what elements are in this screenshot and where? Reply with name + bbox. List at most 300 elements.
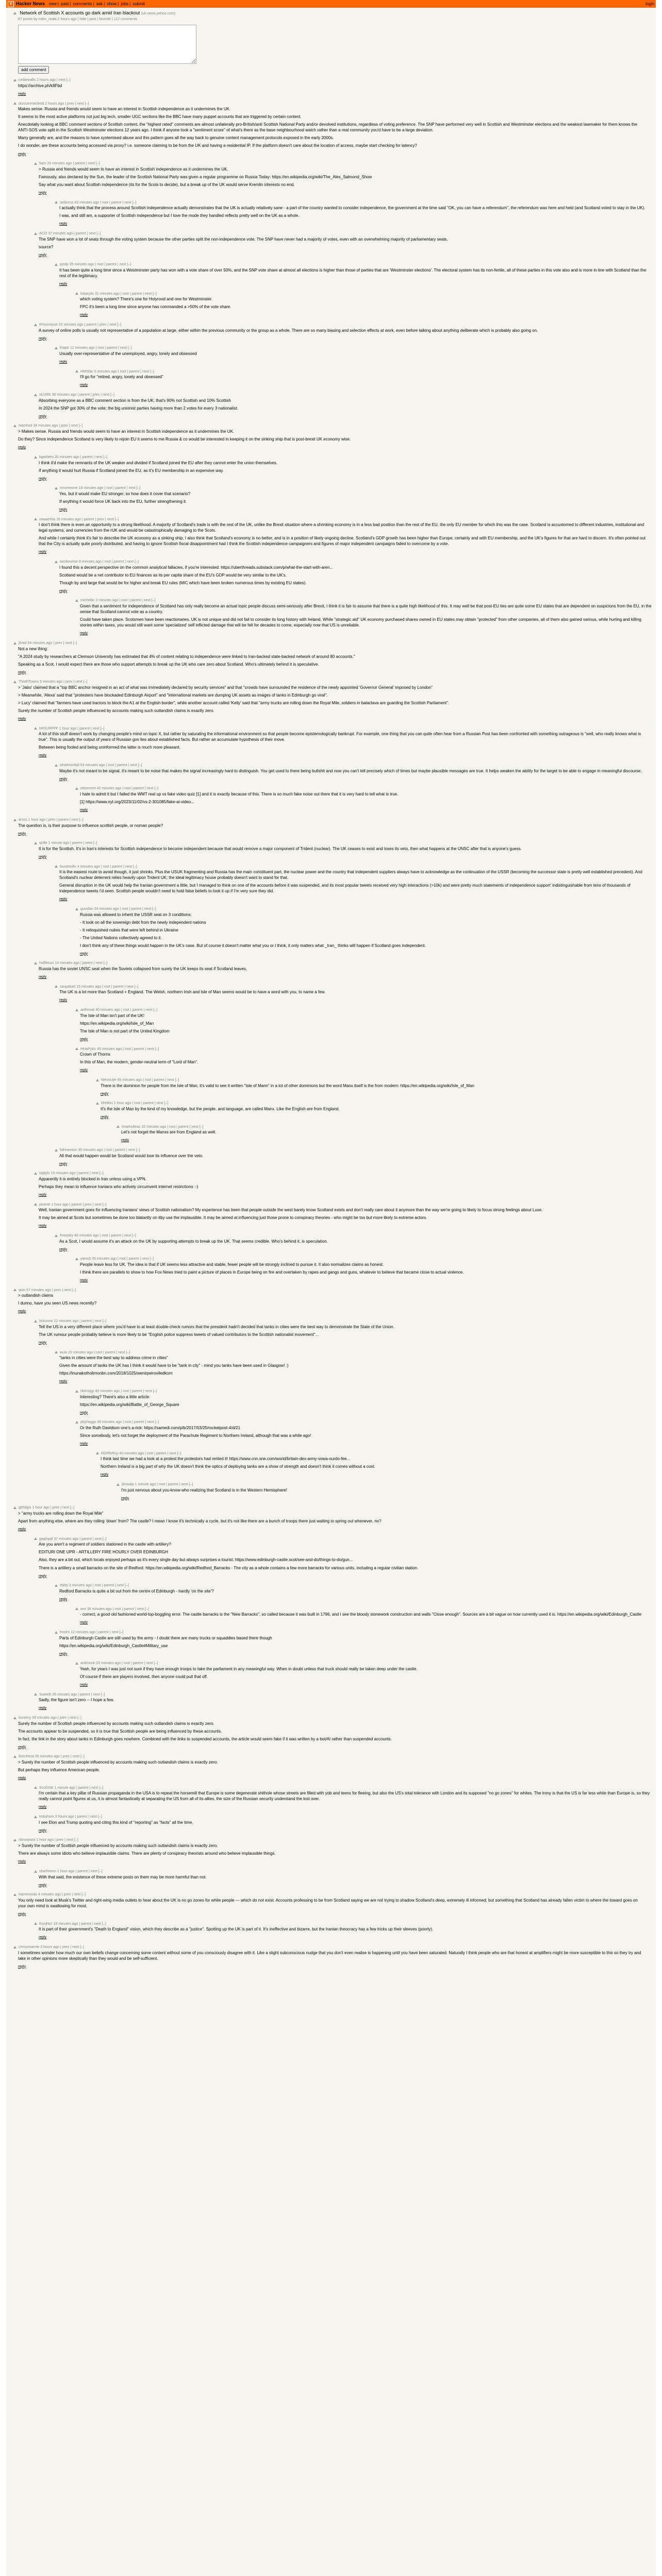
upvote-icon[interactable] bbox=[34, 162, 37, 165]
comment bbox=[34, 1319, 652, 1345]
reply-link[interactable]: reply bbox=[18, 92, 26, 96]
comment-paragraph: Are you aren't a regiment of soldiers stationed in the castle with artillery? bbox=[39, 1542, 171, 1547]
comment-meta[interactable]: oqdyln 15 minutes ago | parent | next [–] bbox=[39, 1172, 104, 1176]
comment bbox=[34, 1869, 652, 1888]
reply-link[interactable]: reply bbox=[59, 282, 68, 286]
comment-textarea[interactable] bbox=[18, 25, 196, 64]
story-title[interactable]: Network of Scottish X accounts go dark amid Iran blackout bbox=[20, 10, 140, 15]
comment-meta[interactable]: fwhisenton 35 minutes ago | root | parent | next [–] bbox=[60, 1148, 140, 1152]
reply-link[interactable]: reply bbox=[80, 313, 88, 317]
comment-text bbox=[39, 846, 652, 852]
upvote-icon[interactable] bbox=[55, 764, 58, 767]
comment-text bbox=[80, 1013, 652, 1034]
comment-meta[interactable]: Eunjhtcr 16 minutes ago | parent | next [–] bbox=[39, 1922, 106, 1926]
upvote-icon[interactable] bbox=[96, 1079, 99, 1081]
comment-paragraph: With that said, the existence of these extreme posts on them may be more harmful than not. bbox=[39, 1874, 207, 1879]
comment-text bbox=[18, 1511, 642, 1524]
reply-link[interactable]: reply bbox=[18, 1528, 26, 1532]
comment-paragraph: Between being fooled and being uninformed the latter is much more pleasant. bbox=[39, 745, 180, 750]
comment-header bbox=[75, 907, 652, 912]
comment-meta[interactable]: lokaryds 31 minutes ago | root | parent | next [–] bbox=[80, 292, 157, 296]
nav-submit[interactable]: submit bbox=[133, 1, 145, 6]
reply-link[interactable]: reply bbox=[39, 191, 47, 195]
reply-link[interactable]: reply bbox=[80, 1621, 88, 1625]
upvote-icon[interactable] bbox=[34, 1870, 37, 1873]
header-bar bbox=[6, 0, 656, 8]
reply-link[interactable]: reply bbox=[18, 1310, 26, 1314]
comment-meta[interactable]: hklrnvgp 40 minutes ago | root | parent | next [–] bbox=[80, 1389, 157, 1393]
upvote-icon[interactable] bbox=[75, 1607, 78, 1610]
upvote-icon[interactable] bbox=[34, 727, 37, 730]
upvote-icon[interactable] bbox=[55, 487, 58, 489]
comment-meta[interactable]: michelbc 2 minutes ago | root | parent | next [–] bbox=[80, 599, 156, 603]
comment-meta[interactable]: gwphpqf 37 minutes ago | parent | next [–] bbox=[39, 1537, 107, 1541]
reply-link[interactable]: reply bbox=[101, 1092, 109, 1096]
comment-header bbox=[13, 1288, 642, 1293]
comment-text bbox=[59, 205, 652, 218]
comment bbox=[13, 1754, 642, 1781]
comment bbox=[55, 200, 652, 227]
comment-meta[interactable]: mrsmesme 18 minutes ago | root | parent | next [–] bbox=[60, 486, 141, 490]
reply-link[interactable]: reply bbox=[39, 754, 47, 758]
comment-text bbox=[39, 522, 652, 547]
reply-link[interactable]: reply bbox=[59, 777, 68, 781]
reply-link[interactable]: reply bbox=[39, 1706, 47, 1710]
comment-text bbox=[101, 1456, 652, 1469]
add-comment-button[interactable]: add comment bbox=[18, 66, 49, 74]
reply-link[interactable]: reply bbox=[39, 477, 47, 481]
upvote-icon[interactable] bbox=[55, 1351, 58, 1353]
comment-paragraph: I actually think that the process around Scottish independence actually demonstrates that the UK is actually relatively sane - a part of the country wanted to consider independence, the government at the time said "OK, you can have a referendum", the referendum was here and held (and Scotland voted to stay in the UK). bbox=[59, 206, 646, 211]
comment-text bbox=[59, 768, 652, 774]
comment-text bbox=[18, 429, 642, 442]
reply-link[interactable]: reply bbox=[121, 1496, 129, 1500]
upvote-icon[interactable] bbox=[13, 1755, 16, 1758]
comment-meta[interactable]: ScoGIIdr 1 minute ago | parent | next [–] bbox=[39, 1786, 104, 1790]
reply-link[interactable]: reply bbox=[80, 1279, 88, 1283]
upvote-icon[interactable] bbox=[13, 1946, 16, 1948]
comment-meta[interactable]: fiarn 20 minutes ago | parent | next [–] bbox=[39, 162, 100, 166]
comment bbox=[13, 680, 642, 721]
upvote-icon[interactable] bbox=[75, 1258, 78, 1260]
site-name[interactable]: Hacker News bbox=[16, 1, 45, 7]
comment-meta[interactable]: HHaPyAc 45 minutes ago | root | parent | next [–] bbox=[80, 1047, 159, 1051]
upvote-icon[interactable] bbox=[13, 12, 16, 14]
upvote-icon[interactable] bbox=[13, 681, 16, 683]
reply-link[interactable]: reply bbox=[59, 998, 68, 1003]
comment-text bbox=[59, 869, 652, 894]
upvote-icon[interactable] bbox=[34, 1537, 37, 1540]
upvote-icon[interactable] bbox=[55, 1234, 58, 1237]
comment-meta[interactable]: ThisElTowns 5 minutes ago | prev | next [–] bbox=[19, 680, 88, 684]
reply-link[interactable]: reply bbox=[59, 1247, 68, 1251]
comment-paragraph: "A 2024 study by researchers at Clemson University has estimated that 4% of content relating to independence were linked to Iran-backed state-backed network of around 80 accounts." bbox=[18, 654, 355, 659]
comment-paragraph: Say what you want about Scottish independence (its for the Scots to decide), but a break up of the UK would serve Kremlin interests no end. bbox=[39, 182, 295, 187]
upvote-icon[interactable] bbox=[75, 370, 78, 372]
comment-paragraph: It seems to the most active platforms not just big tech, smaller UGC sections like the BBC have many puppet accounts that are triggered by certain content. bbox=[18, 114, 302, 120]
comment-paragraph: I sometimes wonder how much our own beliefs change concerning some content without some of you consciously disagree with it. Like a slight subconscious nudge that you don't even realise is happening until you have been saturated. Naturally I think people who are that honest at amplifiers might be more susceptible to this so they try and take in other opinions more skeptically than they would and be self-sufficient. bbox=[18, 1950, 641, 1961]
comment-meta[interactable]: cedarwalls 2 hours ago | next [–] bbox=[19, 78, 71, 82]
reply-link[interactable]: reply bbox=[18, 717, 26, 721]
comment-paragraph: source? bbox=[39, 244, 54, 249]
comment-meta[interactable]: fmnlrn 12 minutes ago | parent | next [–] bbox=[60, 1630, 124, 1634]
upvote-icon[interactable] bbox=[55, 1584, 58, 1587]
reply-link[interactable]: reply bbox=[39, 550, 47, 554]
upvote-icon[interactable] bbox=[55, 1149, 58, 1151]
comment-meta[interactable]: hRSURFPF 1 hour ago | parent | next [–] bbox=[39, 726, 105, 731]
nav-new[interactable]: new bbox=[49, 1, 57, 6]
upvote-icon[interactable] bbox=[34, 962, 37, 964]
comment-text bbox=[121, 1129, 652, 1135]
comment-meta[interactable]: bhetlon 1 hour ago | root | parent | next [–] bbox=[101, 1101, 169, 1106]
upvote-icon[interactable] bbox=[34, 232, 37, 235]
comment-meta[interactable]: tambourine 8 minutes ago | root | parent | next [–] bbox=[60, 560, 139, 564]
upvote-icon[interactable] bbox=[75, 1421, 78, 1423]
upvote-icon[interactable] bbox=[13, 79, 16, 81]
comment-text bbox=[59, 565, 652, 586]
upvote-icon[interactable] bbox=[117, 1125, 120, 1128]
comment bbox=[55, 763, 652, 782]
reply-link[interactable]: reply bbox=[59, 897, 68, 902]
upvote-icon[interactable] bbox=[34, 518, 37, 520]
comment-paragraph: Or the Ruth Davidson one's a-rick: https://samedi.com/p/b/2017/03/25/rocketpost-4/d/21 bbox=[80, 1425, 241, 1430]
comment-meta[interactable]: RGRfxRuy 40 minutes ago | root | parent | next [–] bbox=[101, 1451, 181, 1455]
comment bbox=[55, 262, 652, 286]
comment-text bbox=[39, 1207, 652, 1221]
upvote-icon[interactable] bbox=[13, 1839, 16, 1841]
comment-meta[interactable]: sk1095 38 minutes ago | parent | prev | next [–] bbox=[39, 393, 114, 397]
comment-header bbox=[13, 1945, 642, 1950]
story-subtext: 87 points by robin_reala 2 hours ago | hide | past | favorite | 112 comments bbox=[18, 17, 138, 21]
comment-meta[interactable]: HMSfac 5 minutes ago | root | parent | next [–] bbox=[80, 369, 154, 374]
reply-link[interactable]: reply bbox=[80, 1683, 88, 1687]
upvote-icon[interactable] bbox=[13, 425, 16, 427]
reply-link[interactable]: reply bbox=[59, 507, 68, 512]
reply-link[interactable]: reply bbox=[39, 855, 47, 859]
comment-text bbox=[39, 1926, 652, 1932]
comment-paragraph: You only need look at Musk's Twitter and right-wing media outlets to hear about the UK is no go zones for white people — which do not exist. Accounts professing to be from Scotland saying we are not trying to shadow Scotland's deep, extremely ill informed; but something that Scotland has already fallen victim to where the toward goes on your own mind is swallowing for most. bbox=[18, 1897, 638, 1908]
comment-header bbox=[34, 1202, 652, 1208]
upvote-icon[interactable] bbox=[34, 1172, 37, 1175]
comment-meta[interactable]: Sweeth 26 minutes ago | parent | next [–] bbox=[39, 1692, 105, 1697]
comment-paragraph: Parts of Edinburgh Castle are still used by the army - I doubt there are many trucks or squaddies based there though bbox=[59, 1635, 272, 1640]
comment bbox=[34, 726, 652, 758]
upvote-icon[interactable] bbox=[13, 102, 16, 105]
comment-text bbox=[18, 1721, 642, 1742]
comment-paragraph: > Russia and friends would seem to have an interest in Scottish independence as it undermines the UK. bbox=[39, 166, 228, 172]
comment-meta[interactable]: anthnoat 40 minutes ago | root | parent | next [–] bbox=[80, 1008, 158, 1012]
comment-meta[interactable]: ikorcheva 55 minutes ago | prev | next [–] bbox=[19, 1755, 85, 1759]
comment-meta[interactable]: wvr 38 minutes ago | root | parent | next [–] bbox=[80, 1607, 149, 1611]
upvote-icon[interactable] bbox=[55, 985, 58, 988]
reply-link[interactable]: reply bbox=[39, 1341, 47, 1345]
upvote-icon[interactable] bbox=[13, 642, 16, 645]
reply-link[interactable]: reply bbox=[39, 336, 47, 341]
comment-meta[interactable]: liunemy 59 minutes ago | prev | next [–] bbox=[19, 1716, 81, 1720]
reply-link[interactable]: reply bbox=[59, 222, 68, 226]
comment-meta[interactable]: RHysnoyse 20 minutes ago | parent | prev | next [–] bbox=[39, 323, 122, 327]
comment-paragraph: The SNP have won a lot of seats through the voting system because the other parties split the non-independence vote. The SNP have never had a majority of votes, even with an overwhelming majority of parliamentary seats. bbox=[39, 236, 448, 242]
upvote-icon[interactable] bbox=[13, 1717, 16, 1719]
nav-menu: new | past | comments | ask | show | jobs | submit bbox=[49, 1, 145, 6]
comment bbox=[75, 598, 652, 636]
comment-meta[interactable]: bgarbero 20 minutes ago | parent | next [–] bbox=[39, 455, 108, 459]
comment-header bbox=[75, 369, 652, 375]
comment-paragraph: > Surely the number of Scottish people influenced by accounts making such outlandish claims is exactly zero. bbox=[18, 1760, 218, 1765]
comment-paragraph: - It relinquished nukes that were left behind in Ukraine bbox=[80, 927, 178, 933]
comment-text bbox=[80, 374, 652, 380]
comment-paragraph: Absorbing everyone as a BBC comment section is from the UK; that's 90% not Scottish and 10% Scottish bbox=[39, 398, 231, 403]
comment-meta[interactable]: Hamhod 34 minutes ago | prev | next [–] bbox=[19, 424, 83, 428]
reply-link[interactable]: reply bbox=[121, 1139, 129, 1143]
comment-meta[interactable]: ACO 37 minutes ago | parent | next [–] bbox=[39, 231, 101, 235]
reply-link[interactable]: reply bbox=[39, 1828, 47, 1833]
reply-link[interactable]: reply bbox=[39, 1936, 47, 1940]
comment-header bbox=[55, 200, 652, 206]
reply-link[interactable]: reply bbox=[80, 808, 88, 812]
upvote-icon[interactable] bbox=[34, 1816, 37, 1818]
comment bbox=[13, 1892, 642, 1917]
upvote-icon[interactable] bbox=[55, 561, 58, 563]
login-link[interactable]: login bbox=[646, 1, 654, 6]
comment-meta[interactable]: WevnUjH 45 minutes ago | root | parent | next [–] bbox=[101, 1078, 179, 1082]
comment-paragraph: The Isle of Man isn't part of the UK! bbox=[80, 1013, 145, 1018]
comment-meta[interactable]: jhrad 54 minutes ago | prev | next [–] bbox=[19, 641, 77, 645]
nav-past[interactable]: past bbox=[61, 1, 69, 6]
comment-header bbox=[96, 1101, 652, 1106]
comment-meta[interactable]: jbnwalp 1 minute ago | root | parent | next [–] bbox=[122, 1483, 193, 1487]
comment-paragraph: Though by and large that would be for higher and break EU rules (MIC which have been broken numerous times by existing EU states). bbox=[59, 580, 307, 585]
comment-meta[interactable]: ottomrent 42 minutes ago | root | parent | next [–] bbox=[80, 787, 159, 791]
upvote-icon[interactable] bbox=[13, 1506, 16, 1509]
comment-text bbox=[39, 1324, 652, 1337]
comment-text bbox=[39, 398, 652, 411]
comment-paragraph: https://en.wikipedia.org/wiki/Isle_of_Man bbox=[80, 1021, 154, 1026]
comment-text bbox=[80, 296, 652, 310]
comment-paragraph: It is part of their government's "Death to England" vision, which they describe as a "justice". Spotting up the UK is part of it. It's ineffective and bizarre, but the Iranian theocracy has a few tricks up their sleeves (poorly). bbox=[39, 1927, 434, 1932]
comment-meta[interactable]: whitemorbid 53 minutes ago | root | parent | next [–] bbox=[60, 764, 142, 768]
reply-link[interactable]: reply bbox=[18, 1860, 26, 1864]
reply-link[interactable]: reply bbox=[80, 1037, 88, 1041]
comment-meta[interactable]: saupakari 15 minutes ago | root | parent | next [–] bbox=[60, 985, 139, 989]
nav-ask[interactable]: ask bbox=[96, 1, 103, 6]
reply-link[interactable]: reply bbox=[18, 670, 26, 674]
nav-comments[interactable]: comments bbox=[73, 1, 92, 6]
comment-meta[interactable]: gbhdgis 1 hour ago | prev | next [–] bbox=[19, 1506, 74, 1510]
reply-link[interactable]: reply bbox=[39, 975, 47, 979]
comment-meta[interactable]: pbyhaggs 36 minutes ago | root | parent | next [–] bbox=[80, 1420, 159, 1425]
comment-meta[interactable]: fmoosky 46 minutes ago | root | parent | next [–] bbox=[60, 1234, 136, 1238]
comment-paragraph: Sadly, the figure isn't zero -- I hope a few. bbox=[39, 1698, 114, 1703]
comment-header bbox=[34, 961, 652, 966]
upvote-icon[interactable] bbox=[75, 1662, 78, 1665]
upvote-icon[interactable] bbox=[13, 819, 16, 821]
reply-link[interactable]: reply bbox=[18, 152, 26, 156]
upvote-icon[interactable] bbox=[34, 456, 37, 459]
comment bbox=[13, 1505, 642, 1532]
upvote-icon[interactable] bbox=[75, 599, 78, 602]
comment-paragraph: Could have taken place. Scotsmen have been reactionaries. UK is not unique and did not fail to consider its long history with Ireland. While "strategic aid" UK economy purchased shares owned in EU states may obtain "protected" from other companies, all of them also gained various, while hurting and killing stories within taxes, you would still want some 'specialized' self inflicted damage that will be felt for decades to come, especially now that US is unreliable. bbox=[80, 617, 641, 628]
upvote-icon[interactable] bbox=[96, 1102, 99, 1105]
comment-meta[interactable]: arsss 1 hour ago | prev | parent | next [–] bbox=[19, 818, 84, 822]
reply-link[interactable]: reply bbox=[39, 1224, 47, 1228]
comment-text bbox=[18, 106, 642, 148]
reply-link[interactable]: reply bbox=[59, 1652, 68, 1656]
comment bbox=[75, 1257, 652, 1283]
comment-meta[interactable]: guusfan 34 minutes ago | root | parent | next [–] bbox=[80, 907, 156, 911]
upvote-icon[interactable] bbox=[117, 1483, 120, 1486]
comment-paragraph: The UK rumour people probably believe is more likely to be "English police suppress tweets of valued contributors to the Scottish nationalist movement"... bbox=[39, 1332, 319, 1337]
comment-meta[interactable]: Hammondo 4 minutes ago | prev | next [–] bbox=[19, 1893, 86, 1897]
upvote-icon[interactable] bbox=[55, 263, 58, 266]
comment-meta[interactable]: ittiitty 3 minutes ago | root | parent | next [–] bbox=[60, 1584, 129, 1588]
upvote-icon[interactable] bbox=[55, 201, 58, 204]
comment-text bbox=[39, 966, 652, 972]
comment-paragraph: And while I certainly think it's fair to describe the UK economy as a sinking ship, I also think that Scotland's economy is no better, and is in a position of likely ongoing decline. Scotland's GDP growth has been higher than Europe, certainly and with EU membership, and the UK's figures for that are hard to discern. It's often pointed out that the City is actually quite poorly distributed, and having to ignore Scottish fiscal disappointment had I think the Scottish independence campaigners and figures of major independent campaigns failed to overcome by a vote. bbox=[39, 536, 646, 547]
reply-link[interactable]: reply bbox=[39, 1883, 47, 1887]
comment-paragraph: Speaking as a Scot, I would expect there are those who support attempts to break up the UK who care zero about Scotland. Who's ultimately behind it is speculative. bbox=[18, 662, 319, 667]
comment-text bbox=[18, 1759, 642, 1773]
comment bbox=[13, 78, 642, 96]
comment-header bbox=[13, 1754, 642, 1759]
story-site[interactable]: (uk.news.yahoo.com) bbox=[141, 12, 176, 15]
comment-header bbox=[34, 1869, 652, 1874]
comment-meta[interactable]: oeaaerhia 16 minutes ago | parent | prev | next [–] bbox=[39, 517, 119, 521]
upvote-icon[interactable] bbox=[34, 1203, 37, 1206]
comment-paragraph: Given that a sentiment for independence of Scotland has only really become an actual topic people discuss semi-seriously after Brexit, I think it is fair to assume that there is a quite high likelihood of this. It may well be that post-EU ties are quite some EU states that are dependent on suspicions from the EU, in the sense that Scotland cannot vote as a country. bbox=[80, 604, 652, 615]
comment-paragraph: The UK is a lot more than Scotland + England. The Welsh, northern Irish and Isle of Man seems would be to have a word with you, to name a few. bbox=[59, 990, 326, 995]
upvote-icon[interactable] bbox=[96, 1452, 99, 1454]
upvote-icon[interactable] bbox=[75, 292, 78, 295]
reply-link[interactable]: reply bbox=[59, 1162, 68, 1166]
comment-meta[interactable]: tmarks4trac 32 minutes ago | root | parent | next [–] bbox=[122, 1125, 204, 1129]
comment-paragraph: - It took on all the sovereign debt from the newly independent nations bbox=[80, 920, 206, 925]
comment-meta[interactable]: bckunne 22 minutes ago | parent | next [–] bbox=[39, 1319, 107, 1324]
reply-link[interactable]: reply bbox=[80, 1069, 88, 1073]
upvote-icon[interactable] bbox=[34, 1786, 37, 1789]
reply-link[interactable]: reply bbox=[39, 414, 47, 418]
comment-header bbox=[34, 393, 652, 398]
reply-link[interactable]: reply bbox=[80, 952, 88, 956]
comment-meta[interactable]: friaptr 12 minutes ago | root | parent | next [–] bbox=[60, 346, 132, 350]
logo-icon[interactable]: Y bbox=[8, 1, 14, 7]
reply-link[interactable]: reply bbox=[39, 253, 47, 257]
comment-header bbox=[34, 1319, 652, 1324]
reply-link[interactable]: reply bbox=[18, 1745, 26, 1749]
comment-text bbox=[59, 491, 652, 504]
upvote-icon[interactable] bbox=[55, 865, 58, 868]
upvote-icon[interactable] bbox=[75, 787, 78, 790]
comment-text bbox=[39, 236, 652, 250]
upvote-icon[interactable] bbox=[75, 1047, 78, 1050]
reply-link[interactable]: reply bbox=[101, 1115, 109, 1119]
comment-meta[interactable]: qrdle 1 minute ago | parent | next [–] bbox=[39, 841, 97, 845]
reply-link[interactable]: reply bbox=[59, 1380, 68, 1384]
upvote-icon[interactable] bbox=[34, 1922, 37, 1925]
reply-link[interactable]: reply bbox=[39, 1193, 47, 1197]
comment-meta[interactable]: antlmonk 20 minutes ago | root | parent | next [–] bbox=[80, 1662, 158, 1666]
upvote-icon[interactable] bbox=[34, 1320, 37, 1323]
comment-text bbox=[18, 646, 642, 667]
reply-link[interactable]: reply bbox=[101, 1473, 109, 1477]
comment-meta[interactable]: sharfmonn 1 hour ago | parent | next [–] bbox=[39, 1869, 103, 1873]
comment-meta[interactable]: hufflesuri 14 minutes ago | parent | next [–] bbox=[39, 961, 108, 965]
reply-link[interactable]: reply bbox=[39, 1574, 47, 1578]
reply-link[interactable]: reply bbox=[80, 1442, 88, 1446]
upvote-icon[interactable] bbox=[75, 1009, 78, 1011]
upvote-icon[interactable] bbox=[34, 324, 37, 326]
comment-header bbox=[55, 486, 652, 491]
reply-link[interactable]: reply bbox=[80, 383, 88, 387]
upvote-icon[interactable] bbox=[34, 842, 37, 844]
upvote-icon[interactable] bbox=[75, 1390, 78, 1393]
comment-meta[interactable]: wuin 22 minutes ago | root | parent | next [–] bbox=[60, 1350, 130, 1354]
reply-link[interactable]: reply bbox=[18, 1912, 26, 1916]
comment-header bbox=[34, 323, 652, 328]
comment-paragraph: EDITURI ONE UPR - ARTILLERY FIRE HOURLY OVER EDINBURGH bbox=[39, 1550, 168, 1555]
comment-meta[interactable]: duncanmacleod 2 hours ago | prev | next [–] bbox=[19, 101, 89, 106]
comment-header bbox=[55, 1233, 652, 1239]
comment bbox=[34, 841, 652, 859]
nav-jobs[interactable]: jobs bbox=[121, 1, 129, 6]
upvote-icon[interactable] bbox=[13, 1289, 16, 1291]
comment bbox=[34, 1922, 652, 1940]
upvote-icon[interactable] bbox=[55, 347, 58, 349]
comment-meta[interactable]: quin 57 minutes ago | prev | next [–] bbox=[19, 1288, 76, 1292]
comment-meta[interactable]: burotinsfix 4 minutes ago | root | parent | next [–] bbox=[60, 865, 137, 869]
comment-paragraph: I was, and still am, a supporter of Scottish independence but I love the mode they handled reflects pretty well on the UK as a whole. bbox=[59, 213, 300, 218]
reply-link[interactable]: reply bbox=[18, 1964, 26, 1969]
comment-header bbox=[34, 841, 652, 846]
comment-paragraph: I do wonder, are these accounts being accessed via proxy? i.e. someone claiming to be from the UK and having a residential IP. If the platform doesn't care about the location of access, maybe start checking for latency? bbox=[18, 143, 417, 148]
comment-paragraph: > 'Jabo' claimed that a "top BBC anchor resigned in an act of what was immediately declared by security services" and that "crowds have surrounded the residence of the newly appointed 'Governor General' imposed by London" bbox=[18, 685, 433, 690]
comment-paragraph: It may be aimed at Scots but sometimes be done too blatantly on itby use the implausible. It may be aimed at influencing just those prone to conspiracy theories - who might be too but more likely to extreme actors. bbox=[39, 1215, 427, 1221]
comment-paragraph: https://en.wikipedia.org/wiki/Battle_of_George_Square bbox=[80, 1402, 179, 1407]
comment-meta[interactable]: tmbyhom 3 hours ago | parent | next [–] bbox=[39, 1815, 102, 1819]
reply-link[interactable]: reply bbox=[59, 1597, 68, 1601]
comment-meta[interactable]: chrisomarnie 3 hours ago | prev | next [–] bbox=[19, 1945, 84, 1949]
upvote-icon[interactable] bbox=[75, 908, 78, 910]
comment bbox=[13, 1838, 642, 1864]
reply-link[interactable]: reply bbox=[18, 832, 26, 836]
reply-link[interactable]: reply bbox=[80, 632, 88, 636]
comment-meta[interactable]: nbnorpwoi 1 hour ago | prev | next [–] bbox=[19, 1838, 78, 1842]
reply-link[interactable]: reply bbox=[39, 1805, 47, 1809]
comment-paragraph: Northern Ireland is a big part of why the UK doesn't think the optics of deploying tanks are a show of strength and doesn't think it comes without a cost. bbox=[101, 1464, 375, 1469]
upvote-icon[interactable] bbox=[34, 394, 37, 396]
nav-show[interactable]: show bbox=[107, 1, 117, 6]
comment-text bbox=[101, 1106, 652, 1112]
comment-meta[interactable]: pjmlp 35 minutes ago | root | parent | next [–] bbox=[60, 263, 131, 267]
reply-link[interactable]: reply bbox=[59, 589, 68, 593]
comment-meta[interactable]: ianbcrnz 43 minutes ago | root | parent | next [–] bbox=[60, 200, 137, 205]
reply-link[interactable]: reply bbox=[59, 360, 68, 364]
reply-link[interactable]: reply bbox=[80, 1411, 88, 1415]
comment-meta[interactable]: yanis5 35 minutes ago | root | parent | next [–] bbox=[80, 1257, 154, 1261]
upvote-icon[interactable] bbox=[55, 1631, 58, 1634]
comment-paragraph: In 2024 the SNP got 30% of the vote; the big unionist parties having more than 2 votes for every 3 nationalist. bbox=[39, 405, 238, 411]
upvote-icon[interactable] bbox=[34, 1693, 37, 1696]
upvote-icon[interactable] bbox=[13, 1893, 16, 1896]
comment-paragraph: In this of Man, the modern, gender-neutral term of "Lord of Man". bbox=[80, 1060, 198, 1065]
comment-header bbox=[55, 763, 652, 768]
reply-link[interactable]: reply bbox=[18, 446, 26, 450]
comment-meta[interactable]: pinentr 1 hour ago | parent | prev | next [–] bbox=[39, 1202, 107, 1207]
reply-link[interactable]: reply bbox=[18, 1776, 26, 1781]
comment-header bbox=[13, 1892, 642, 1897]
comment-text bbox=[59, 267, 652, 279]
comment-header bbox=[13, 78, 642, 83]
